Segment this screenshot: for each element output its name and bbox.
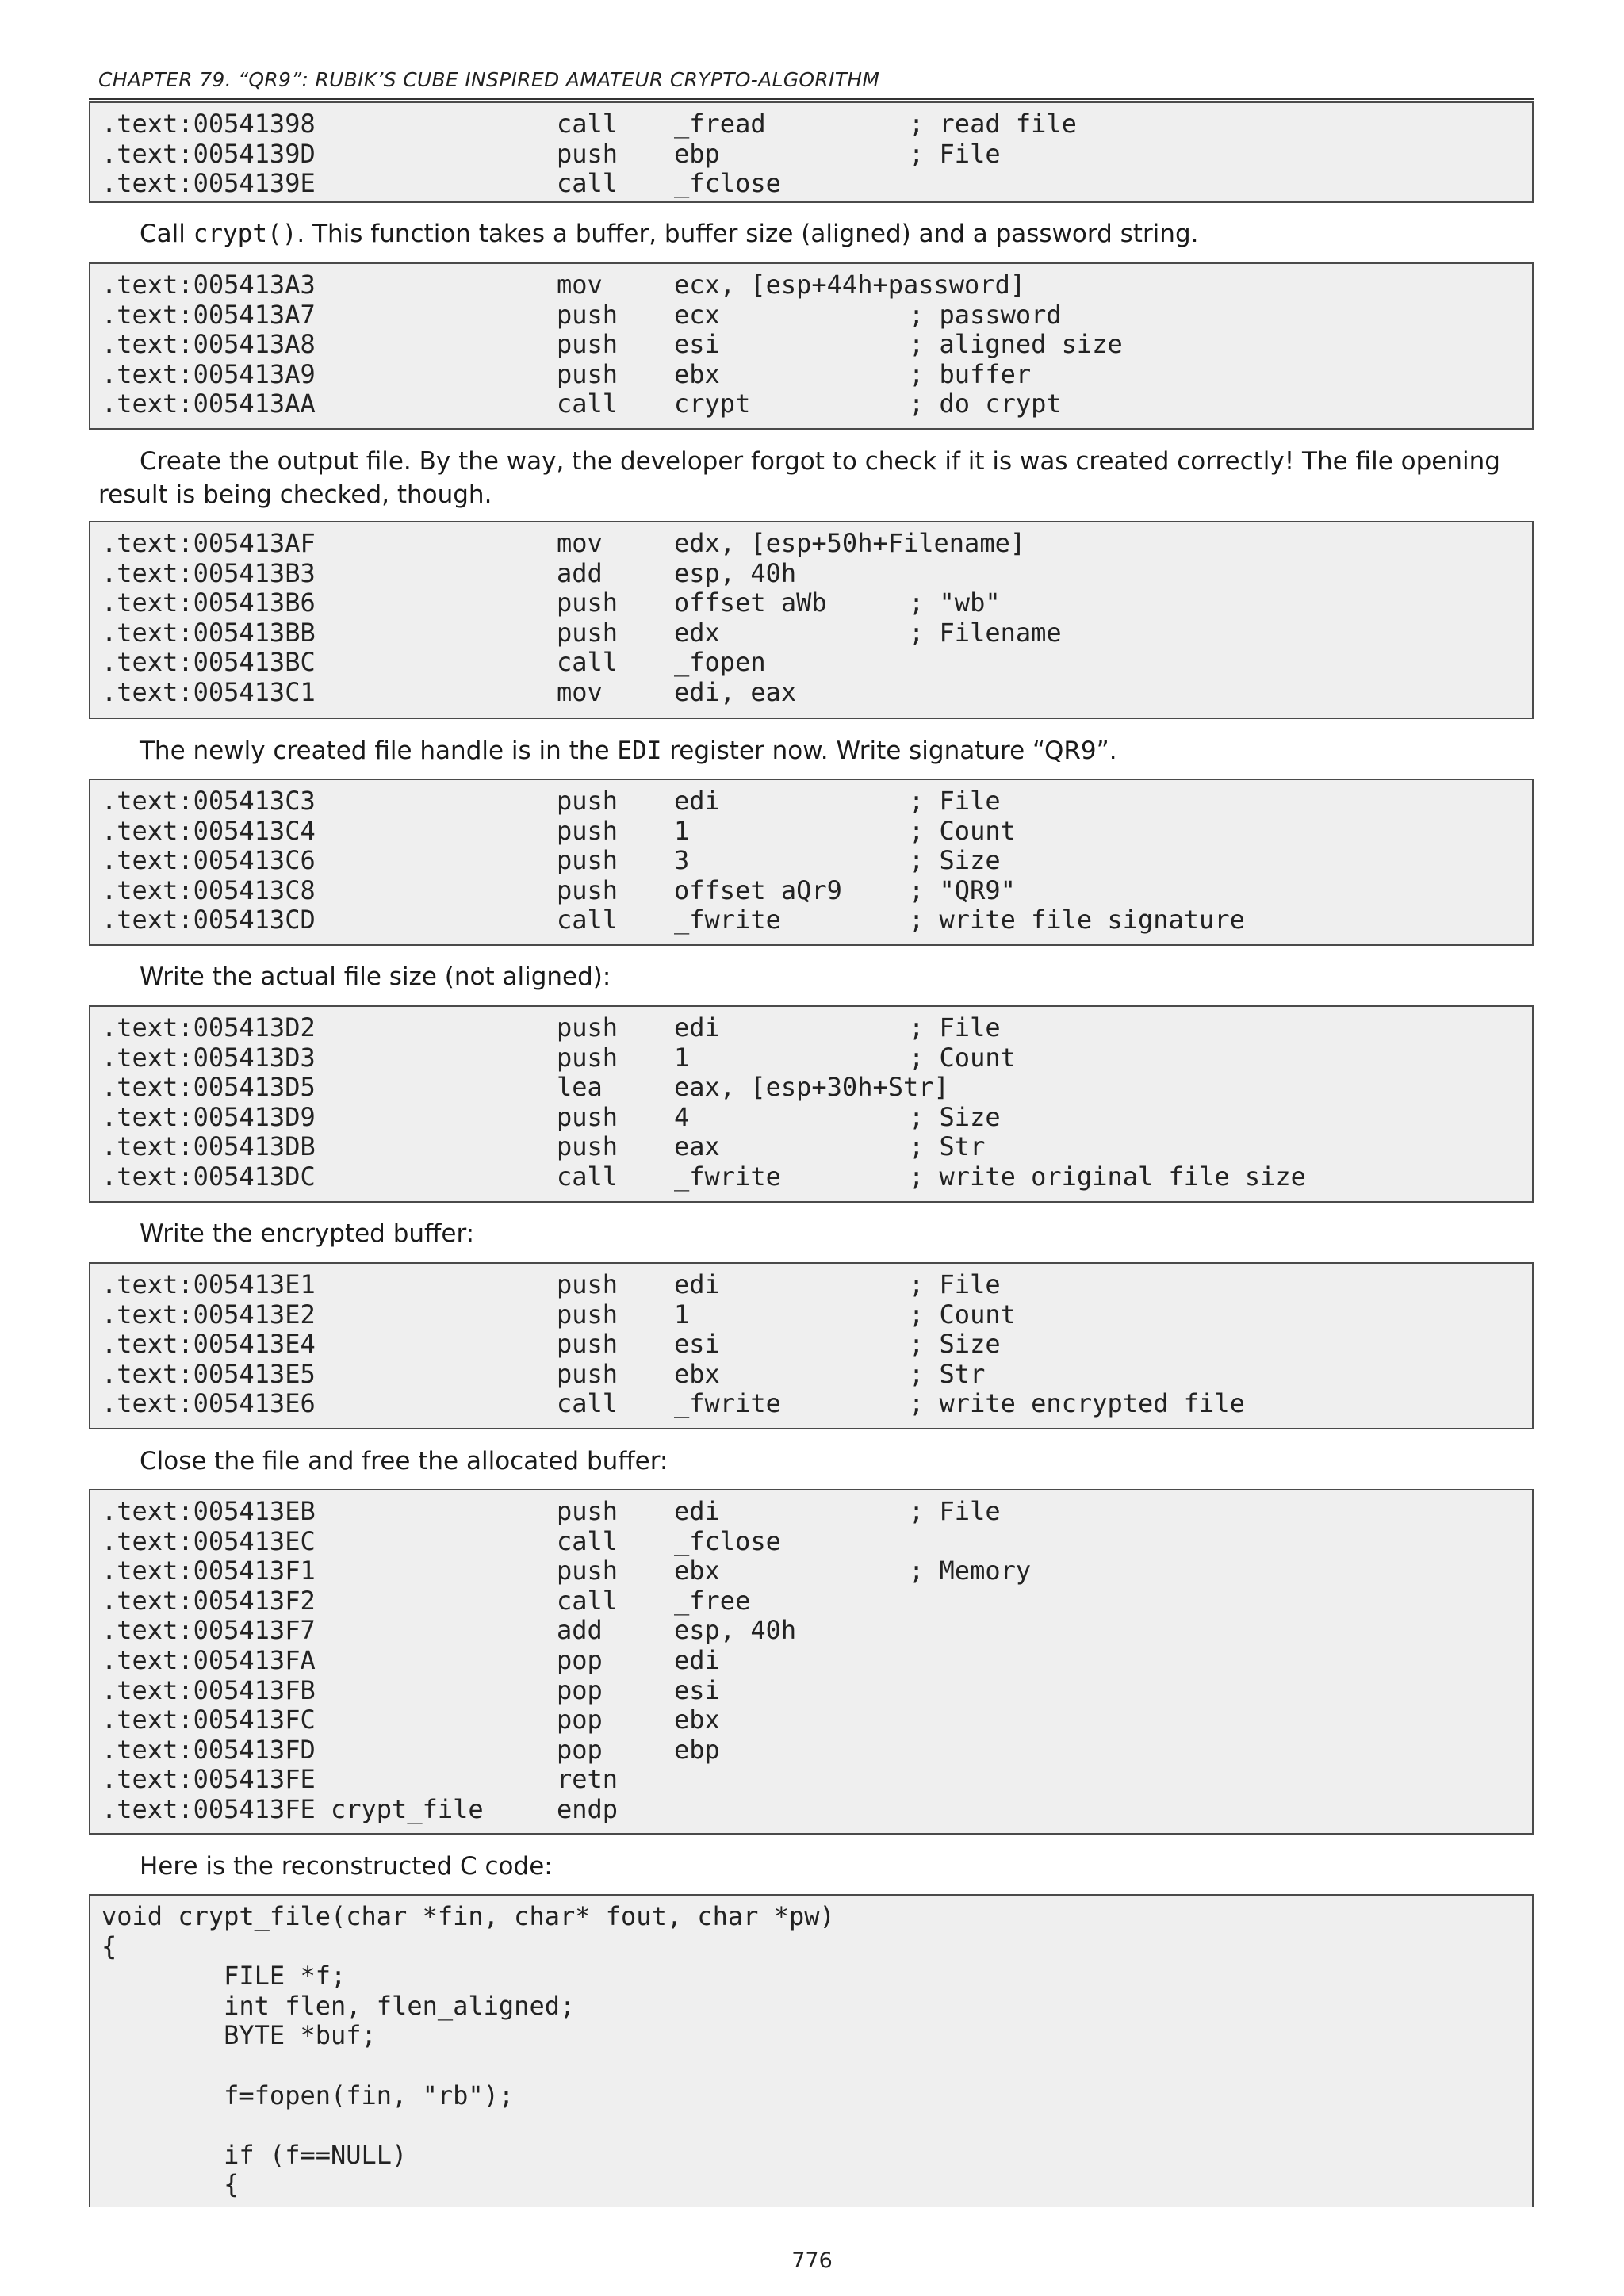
- code-line: FILE *f;: [102, 1961, 347, 1992]
- asm-comment: ; Str: [909, 1131, 986, 1162]
- code-line: if (f==NULL): [102, 2139, 408, 2170]
- paragraph-text: Close the file and free the allocated buffer:: [140, 1447, 668, 1475]
- asm-comment: ; Count: [909, 1042, 1016, 1073]
- asm-comment: ; File: [909, 1012, 1001, 1043]
- code-line: int flen, flen_aligned;: [102, 1990, 576, 2021]
- asm-operand: edi: [674, 1496, 720, 1526]
- asm-comment: ; "wb": [909, 587, 1001, 618]
- asm-address: .text:005413C3: [102, 786, 316, 816]
- asm-operand: eax, [esp+30h+Str]: [674, 1072, 949, 1103]
- asm-address: .text:005413DC: [102, 1161, 316, 1192]
- asm-operand: ebx: [674, 1705, 720, 1735]
- asm-address: .text:0054139D: [102, 138, 316, 169]
- asm-mnemonic: push: [557, 617, 619, 648]
- asm-address: .text:005413E6: [102, 1388, 316, 1419]
- paragraph-c-code-intro: [98, 1850, 1534, 1883]
- asm-comment: ; Size: [909, 1329, 1001, 1360]
- asm-address: .text:005413FB: [102, 1674, 316, 1705]
- asm-comment: ; Memory: [909, 1556, 1032, 1586]
- asm-operand: edi: [674, 1645, 720, 1675]
- asm-address: .text:005413B6: [102, 587, 316, 618]
- asm-operand: edx, [esp+50h+Filename]: [674, 528, 1026, 558]
- asm-operand: 3: [674, 845, 690, 876]
- asm-operand: eax: [674, 1131, 720, 1162]
- asm-comment: ; read file: [909, 109, 1077, 139]
- asm-operand: _fread: [674, 109, 766, 139]
- code-line: BYTE *buf;: [102, 2020, 377, 2051]
- asm-operand: ebx: [674, 358, 720, 389]
- asm-listing-block: [89, 521, 1534, 719]
- inline-code: EDI: [617, 737, 662, 765]
- asm-address: .text:005413CD: [102, 905, 316, 936]
- asm-operand: ecx, [esp+44h+password]: [674, 270, 1026, 300]
- asm-mnemonic: push: [557, 786, 619, 816]
- asm-address: .text:00541398: [102, 109, 316, 139]
- paragraph-text: Call: [140, 220, 193, 248]
- asm-mnemonic: pop: [557, 1705, 603, 1735]
- asm-address: .text:005413F7: [102, 1615, 316, 1646]
- asm-address: .text:005413D9: [102, 1101, 316, 1132]
- header-rule: [89, 98, 1534, 100]
- asm-operand: 1: [674, 1299, 690, 1330]
- code-line: void crypt_file(char *fin, char* fout, char *pw): [102, 1901, 835, 1931]
- paragraph-text: Write the encrypted buffer:: [140, 1219, 475, 1248]
- asm-listing-block: [89, 1489, 1534, 1835]
- code-line: f=fopen(fin, "rb");: [102, 2080, 515, 2110]
- asm-mnemonic: lea: [557, 1072, 603, 1103]
- asm-mnemonic: call: [557, 168, 619, 199]
- asm-comment: ; write file signature: [909, 905, 1245, 936]
- asm-comment: ; write original file size: [909, 1161, 1306, 1192]
- asm-mnemonic: push: [557, 1269, 619, 1299]
- asm-listing-block: [89, 779, 1534, 946]
- inline-code: crypt(): [193, 220, 297, 248]
- asm-operand: offset aQr9: [674, 874, 842, 905]
- asm-operand: ebx: [674, 1556, 720, 1586]
- asm-address: .text:005413BC: [102, 647, 316, 678]
- asm-operand: esp, 40h: [674, 1615, 797, 1646]
- asm-address: .text:005413FD: [102, 1734, 316, 1765]
- asm-mnemonic: mov: [557, 270, 603, 300]
- asm-address: .text:005413A9: [102, 358, 316, 389]
- asm-address: .text:005413FA: [102, 1645, 316, 1675]
- asm-comment: ; Str: [909, 1358, 986, 1389]
- asm-operand: _free: [674, 1585, 751, 1616]
- asm-operand: _fwrite: [674, 1161, 781, 1192]
- asm-address: .text:005413A3: [102, 270, 316, 300]
- asm-operand: 1: [674, 1042, 690, 1073]
- asm-address: .text:005413AA: [102, 388, 316, 419]
- asm-operand: edi: [674, 1012, 720, 1043]
- asm-mnemonic: add: [557, 557, 603, 588]
- asm-mnemonic: call: [557, 109, 619, 139]
- asm-comment: ; Count: [909, 1299, 1016, 1330]
- asm-mnemonic: push: [557, 815, 619, 846]
- asm-address: .text:005413EC: [102, 1525, 316, 1556]
- asm-comment: ; "QR9": [909, 874, 1016, 905]
- paragraph-call-crypt: [98, 217, 1534, 251]
- asm-mnemonic: call: [557, 1525, 619, 1556]
- asm-operand: edi, eax: [674, 677, 797, 707]
- asm-mnemonic: pop: [557, 1674, 603, 1705]
- paragraph-close-file: [98, 1445, 1534, 1478]
- asm-mnemonic: push: [557, 358, 619, 389]
- asm-mnemonic: call: [557, 388, 619, 419]
- asm-address: .text:005413F2: [102, 1585, 316, 1616]
- asm-operand: edx: [674, 617, 720, 648]
- asm-operand: edi: [674, 1269, 720, 1299]
- page-number: 776: [791, 2248, 833, 2273]
- asm-address: .text:005413E2: [102, 1299, 316, 1330]
- asm-mnemonic: push: [557, 587, 619, 618]
- asm-comment: ; File: [909, 1496, 1001, 1526]
- asm-address: .text:005413FC: [102, 1705, 316, 1735]
- asm-mnemonic: push: [557, 1131, 619, 1162]
- asm-operand: ebx: [674, 1358, 720, 1389]
- asm-operand: ecx: [674, 299, 720, 330]
- asm-operand: ebp: [674, 1734, 720, 1765]
- asm-comment: ; Filename: [909, 617, 1062, 648]
- asm-listing-block: [89, 101, 1534, 203]
- paragraph-file-size: [98, 960, 1534, 993]
- asm-address: .text:005413A8: [102, 329, 316, 360]
- asm-address: .text:005413A7: [102, 299, 316, 330]
- asm-mnemonic: pop: [557, 1645, 603, 1675]
- paragraph-encrypted-buffer: [98, 1217, 1534, 1250]
- asm-operand: esi: [674, 1329, 720, 1360]
- asm-comment: ; Size: [909, 845, 1001, 876]
- asm-mnemonic: mov: [557, 677, 603, 707]
- code-line: {: [102, 1931, 117, 1961]
- asm-mnemonic: retn: [557, 1764, 619, 1795]
- asm-listing-block: [89, 1262, 1534, 1429]
- asm-operand: _fclose: [674, 1525, 781, 1556]
- c-code-block: [89, 1894, 1534, 2207]
- asm-mnemonic: mov: [557, 528, 603, 558]
- asm-operand: _fwrite: [674, 905, 781, 936]
- running-header: CHAPTER 79. “QR9”: RUBIK’S CUBE INSPIRED AMATEUR CRYPTO-ALGORITHM: [98, 68, 880, 91]
- asm-listing-block: [89, 262, 1534, 430]
- asm-address: .text:005413D3: [102, 1042, 316, 1073]
- asm-operand: edi: [674, 786, 720, 816]
- asm-comment: ; Count: [909, 815, 1016, 846]
- asm-address: .text:005413D2: [102, 1012, 316, 1043]
- asm-mnemonic: call: [557, 1388, 619, 1419]
- paragraph-text: Write the actual file size (not aligned):: [140, 962, 611, 991]
- asm-address: .text:005413D5: [102, 1072, 316, 1103]
- asm-operand: esi: [674, 1674, 720, 1705]
- asm-operand: 4: [674, 1101, 690, 1132]
- asm-mnemonic: push: [557, 138, 619, 169]
- asm-operand: esi: [674, 329, 720, 360]
- asm-mnemonic: call: [557, 647, 619, 678]
- asm-address: .text:005413FE: [102, 1764, 316, 1795]
- paragraph-file-handle: [98, 734, 1534, 767]
- asm-mnemonic: push: [557, 1101, 619, 1132]
- asm-mnemonic: push: [557, 1299, 619, 1330]
- asm-address: .text:005413DB: [102, 1131, 316, 1162]
- asm-mnemonic: call: [557, 1161, 619, 1192]
- asm-mnemonic: push: [557, 1556, 619, 1586]
- paragraph-text: The newly created file handle is in the: [140, 737, 618, 765]
- asm-mnemonic: push: [557, 845, 619, 876]
- asm-mnemonic: call: [557, 905, 619, 936]
- asm-address: .text:005413B3: [102, 557, 316, 588]
- asm-operand: _fopen: [674, 647, 766, 678]
- asm-operand: crypt: [674, 388, 751, 419]
- paragraph-text: Create the output file. By the way, the developer forgot to check if it is was created correctly! The file opening result is being checked, though.: [98, 447, 1500, 509]
- asm-comment: ; Size: [909, 1101, 1001, 1132]
- asm-address: .text:005413C8: [102, 874, 316, 905]
- asm-mnemonic: push: [557, 329, 619, 360]
- asm-comment: ; File: [909, 1269, 1001, 1299]
- asm-operand: esp, 40h: [674, 557, 797, 588]
- asm-operand: 1: [674, 815, 690, 846]
- asm-mnemonic: push: [557, 1329, 619, 1360]
- asm-address: .text:005413C4: [102, 815, 316, 846]
- asm-address: .text:005413C6: [102, 845, 316, 876]
- asm-mnemonic: call: [557, 1585, 619, 1616]
- asm-mnemonic: push: [557, 1042, 619, 1073]
- asm-operand: ebp: [674, 138, 720, 169]
- asm-mnemonic: push: [557, 299, 619, 330]
- asm-address: .text:005413E4: [102, 1329, 316, 1360]
- asm-operand: _fclose: [674, 168, 781, 199]
- asm-address: .text:005413EB: [102, 1496, 316, 1526]
- asm-address: .text:005413E1: [102, 1269, 316, 1299]
- asm-mnemonic: push: [557, 1496, 619, 1526]
- asm-comment: ; File: [909, 138, 1001, 169]
- code-line: {: [102, 2169, 239, 2200]
- asm-address: .text:005413AF: [102, 528, 316, 558]
- asm-mnemonic: push: [557, 874, 619, 905]
- asm-comment: ; File: [909, 786, 1001, 816]
- asm-operand: offset aWb: [674, 587, 827, 618]
- asm-comment: ; aligned size: [909, 329, 1123, 360]
- paragraph-text: Here is the reconstructed C code:: [140, 1852, 553, 1881]
- asm-mnemonic: push: [557, 1358, 619, 1389]
- asm-mnemonic: endp: [557, 1794, 619, 1824]
- asm-operand: _fwrite: [674, 1388, 781, 1419]
- asm-address: .text:005413BB: [102, 617, 316, 648]
- asm-comment: ; buffer: [909, 358, 1032, 389]
- asm-comment: ; write encrypted file: [909, 1388, 1245, 1419]
- asm-address: .text:005413C1: [102, 677, 316, 707]
- asm-comment: ; password: [909, 299, 1062, 330]
- asm-mnemonic: add: [557, 1615, 603, 1646]
- asm-mnemonic: push: [557, 1012, 619, 1043]
- asm-address: .text:005413FE crypt_file: [102, 1794, 484, 1824]
- asm-address: .text:0054139E: [102, 168, 316, 199]
- asm-address: .text:005413E5: [102, 1358, 316, 1389]
- asm-mnemonic: pop: [557, 1734, 603, 1765]
- asm-listing-block: [89, 1005, 1534, 1203]
- asm-address: .text:005413F1: [102, 1556, 316, 1586]
- paragraph-text: register now. Write signature “QR9”.: [661, 737, 1117, 765]
- paragraph-text: . This function takes a buffer, buffer size (aligned) and a password string.: [297, 220, 1199, 248]
- paragraph-create-output: [98, 445, 1534, 511]
- asm-comment: ; do crypt: [909, 388, 1062, 419]
